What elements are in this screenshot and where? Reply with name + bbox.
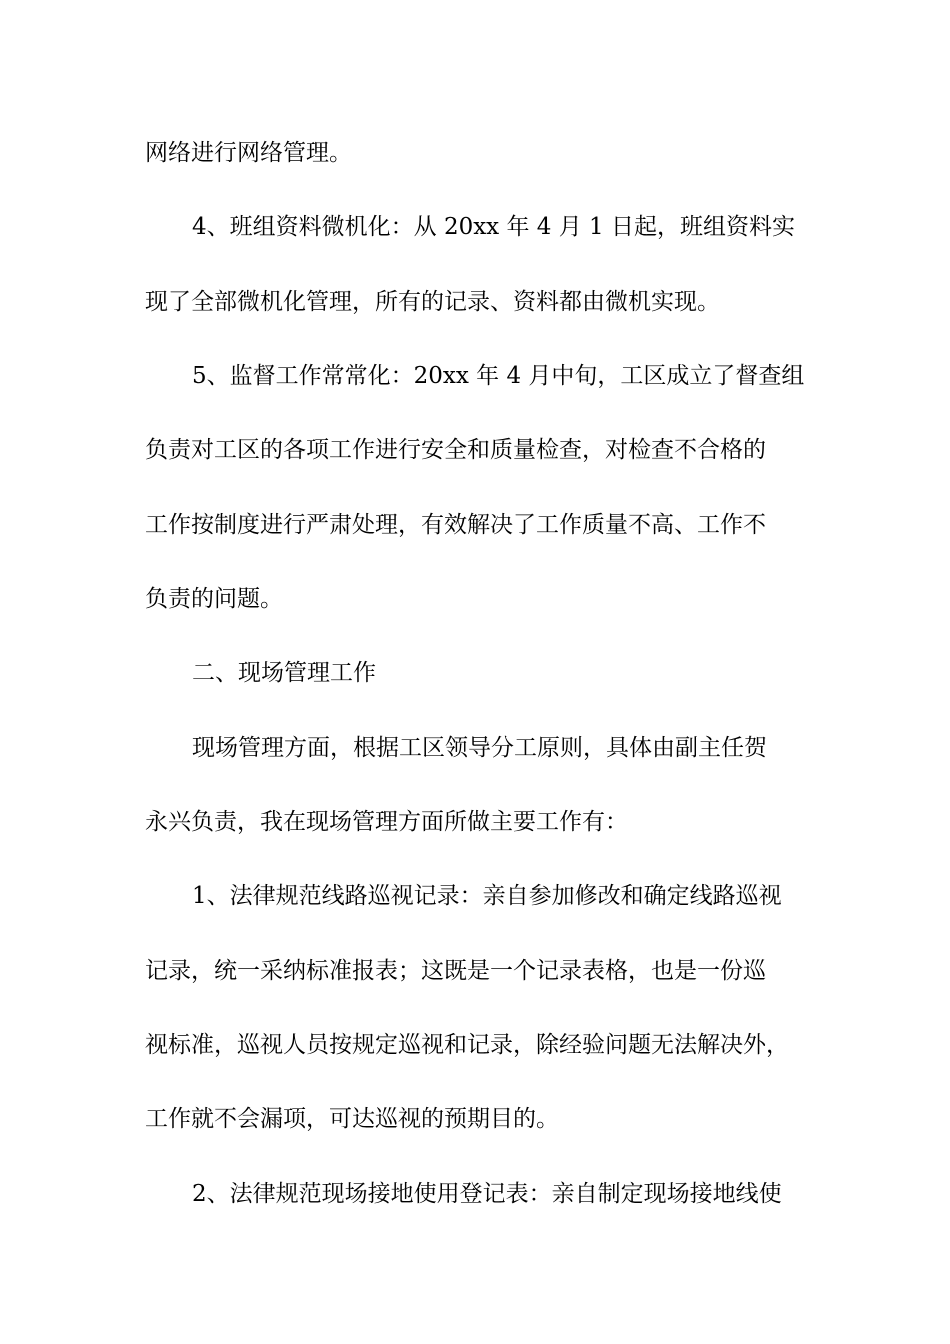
text-line: 现场管理方面，根据工区领导分工原则，具体由副主任贺	[192, 735, 767, 761]
text-line: 4、班组资料微机化：从 20xx 年 4 月 1 日起，班组资料实	[192, 214, 795, 240]
text-line: 记录，统一采纳标准报表；这既是一个记录表格，也是一份巡	[145, 958, 766, 984]
text-line: 负责的问题。	[145, 586, 283, 612]
text-line: 工作就不会漏项，可达巡视的预期目的。	[145, 1106, 559, 1132]
text-line: 负责对工区的各项工作进行安全和质量检查，对检查不合格的	[145, 437, 766, 463]
text-line: 网络进行网络管理。	[145, 140, 352, 166]
text-line: 视标准，巡视人员按规定巡视和记录，除经验问题无法解决外，	[145, 1032, 789, 1058]
text-line: 工作按制度进行严肃处理，有效解决了工作质量不高、工作不	[145, 512, 766, 538]
text-line: 永兴负责，我在现场管理方面所做主要工作有：	[145, 809, 628, 835]
section-heading: 二、现场管理工作	[192, 660, 376, 686]
text-line: 现了全部微机化管理，所有的记录、资料都由微机实现。	[145, 289, 720, 315]
text-line: 1、法律规范线路巡视记录：亲自参加修改和确定线路巡视	[192, 883, 782, 909]
text-line: 2、法律规范现场接地使用登记表：亲自制定现场接地线使	[192, 1181, 782, 1207]
text-line: 5、监督工作常常化：20xx 年 4 月中旬，工区成立了督查组	[192, 363, 805, 389]
